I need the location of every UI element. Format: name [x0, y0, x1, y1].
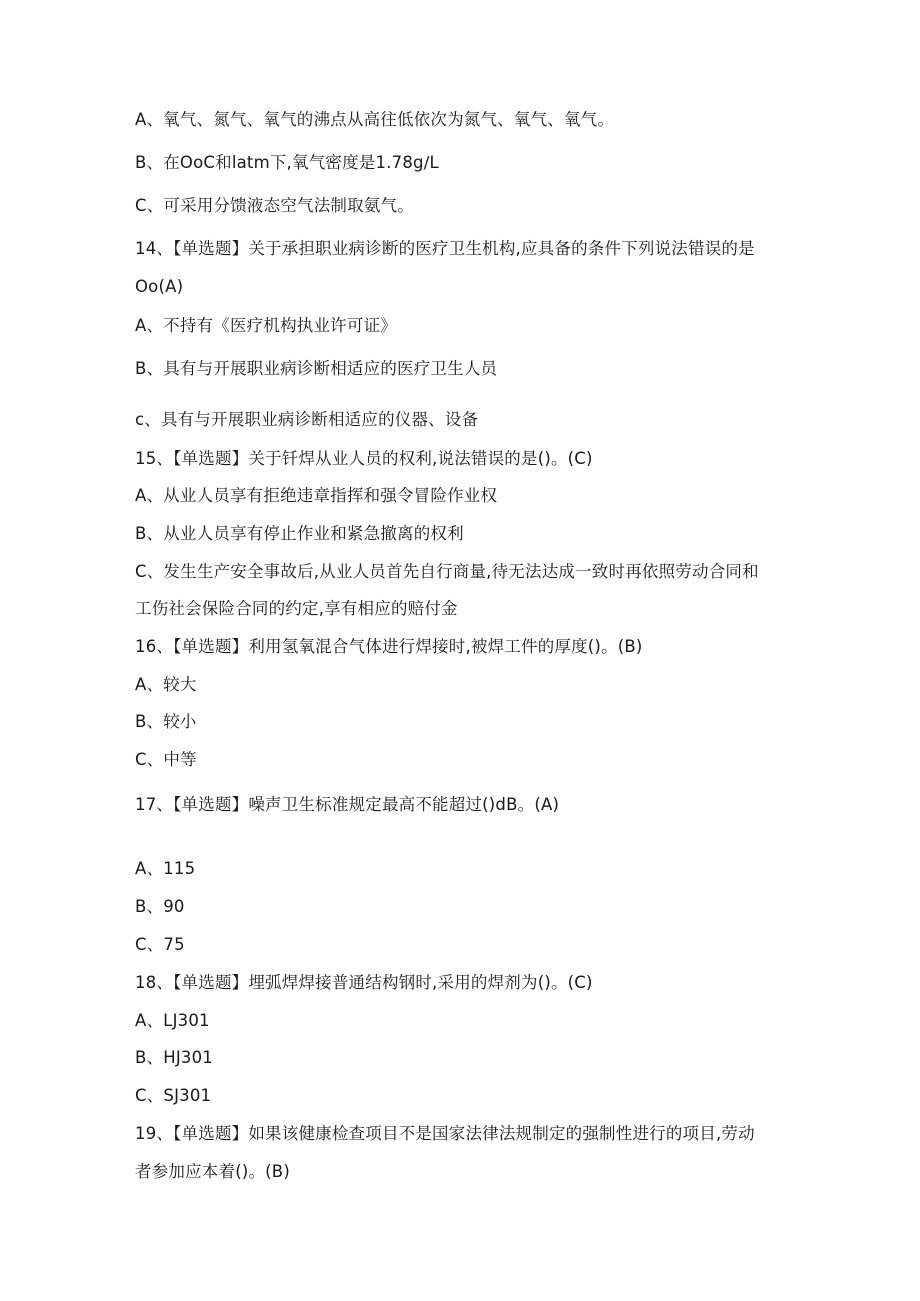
question-17: 17、【单选题】噪声卫生标准规定最高不能超过()dB。(A) [135, 795, 560, 814]
question-19: 19、【单选题】如果该健康检查项目不是国家法律法规制定的强制性进行的项目,劳动 [135, 1124, 755, 1143]
option-a: A、从业人员享有拒绝违章指挥和强令冒险作业权 [135, 486, 498, 505]
option-a: A、不持有《医疗机构执业许可证》 [135, 316, 397, 335]
option-c: C、SJ301 [135, 1086, 212, 1105]
text-line: Oo(A) [135, 277, 184, 296]
option-b: B、较小 [135, 712, 197, 731]
option-c: C、75 [135, 935, 185, 954]
option-a: A、较大 [135, 675, 197, 694]
option-c: C、中等 [135, 750, 197, 769]
option-b: B、HJ301 [135, 1048, 213, 1067]
text-line: C、可采用分馈液态空气法制取氨气。 [135, 196, 414, 215]
question-18: 18、【单选题】埋弧焊焊接普通结构钢时,采用的焊剂为()。(C) [135, 973, 593, 992]
text-line: B、在OoC和latm下,氧气密度是1.78g∕L [135, 153, 439, 172]
question-14: 14、【单选题】关于承担职业病诊断的医疗卫生机构,应具备的条件下列说法错误的是 [135, 239, 755, 258]
option-c: C、发生生产安全事故后,从业人员首先自行商量,待无法达成一致时再依照劳动合同和 [135, 562, 759, 581]
option-a: A、LJ301 [135, 1011, 210, 1030]
question-15: 15、【单选题】关于钎焊从业人员的权利,说法错误的是()。(C) [135, 449, 593, 468]
text-line: 者参加应本着()。(B) [135, 1162, 290, 1181]
question-16: 16、【单选题】利用氢氧混合气体进行焊接时,被焊工件的厚度()。(B) [135, 637, 643, 656]
option-a: A、115 [135, 859, 196, 878]
option-c: c、具有与开展职业病诊断相适应的仪器、设备 [135, 410, 479, 429]
option-b: B、具有与开展职业病诊断相适应的医疗卫生人员 [135, 359, 498, 378]
option-b: B、从业人员享有停止作业和紧急撤离的权利 [135, 524, 464, 543]
text-line: A、氧气、氮气、氧气的沸点从高往低依次为氮气、氧气、氧气。 [135, 110, 615, 129]
option-b: B、90 [135, 897, 185, 916]
text-line: 工伤社会保险合同的约定,享有相应的赔付金 [135, 599, 458, 618]
